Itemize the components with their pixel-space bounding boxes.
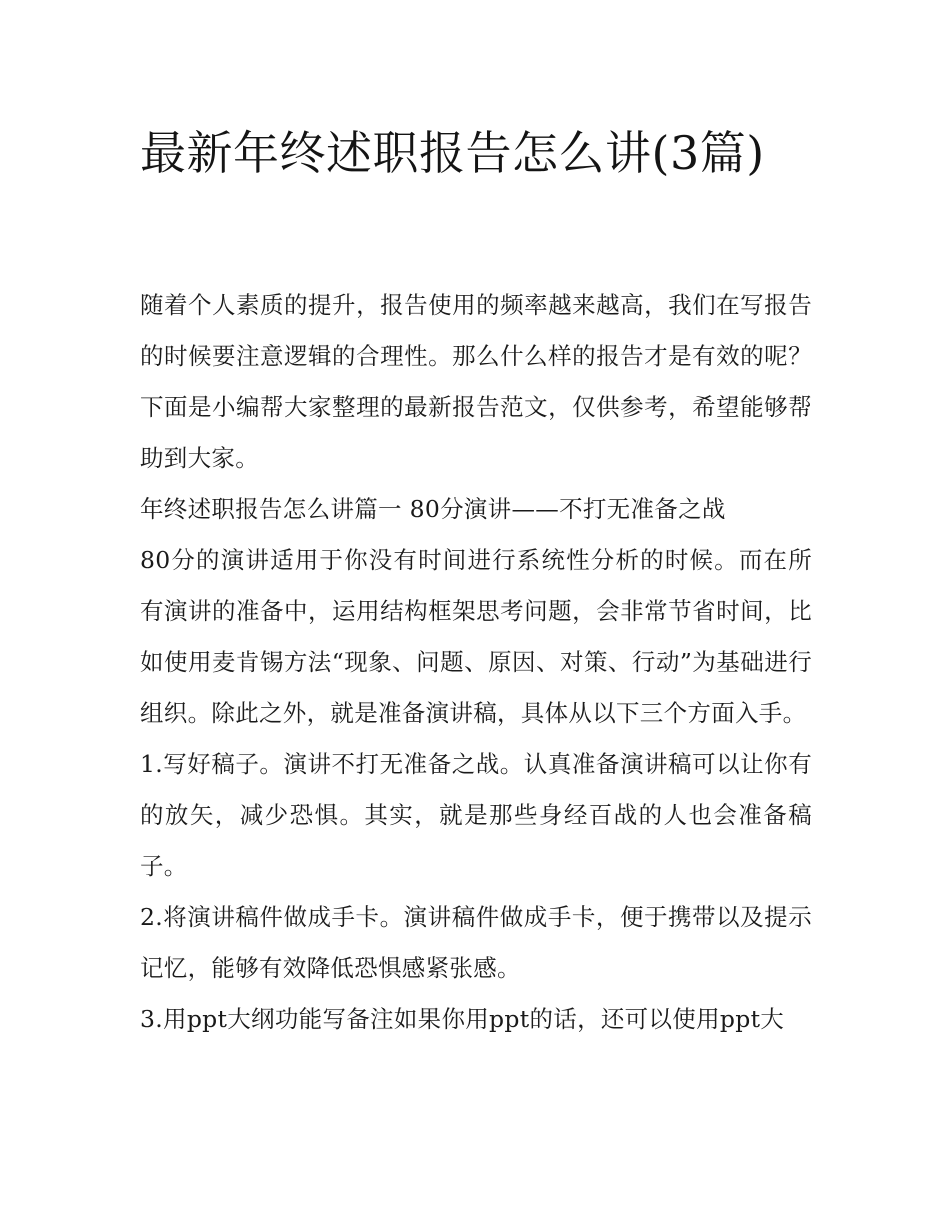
body-paragraph: 80分的演讲适用于你没有时间进行系统性分析的时候。而在所有演讲的准备中，运用结构框架思考问题，会非常节省时间，比如使用麦肯锡方法“现象、问题、原因、对策、行动”为基础进行组织。除此之外，就是准备演讲稿，具体从以下三个方面入手。 (140, 546, 812, 727)
section-heading: 年终述职报告怎么讲篇一 80分演讲——不打无准备之战 (140, 495, 726, 523)
list-item-3: 3.用ppt大纲功能写备注如果你用ppt的话，还可以使用ppt大 (140, 1005, 785, 1033)
document-body (140, 280, 812, 1045)
list-item-2: 2.将演讲稿件做成手卡。演讲稿件做成手卡，便于携带以及提示记忆，能够有效降低恐惧感紧张感。 (140, 903, 812, 982)
intro-paragraph: 随着个人素质的提升，报告使用的频率越来越高，我们在写报告的时候要注意逻辑的合理性。那么什么样的报告才是有效的呢？下面是小编帮大家整理的最新报告范文，仅供参考，希望能够帮助到大家。 (140, 291, 812, 472)
list-item-1: 1.写好稿子。演讲不打无准备之战。认真准备演讲稿可以让你有的放矢，减少恐惧。其实，就是那些身经百战的人也会准备稿子。 (140, 750, 812, 880)
document-title: 最新年终述职报告怎么讲(3篇) (140, 126, 765, 180)
